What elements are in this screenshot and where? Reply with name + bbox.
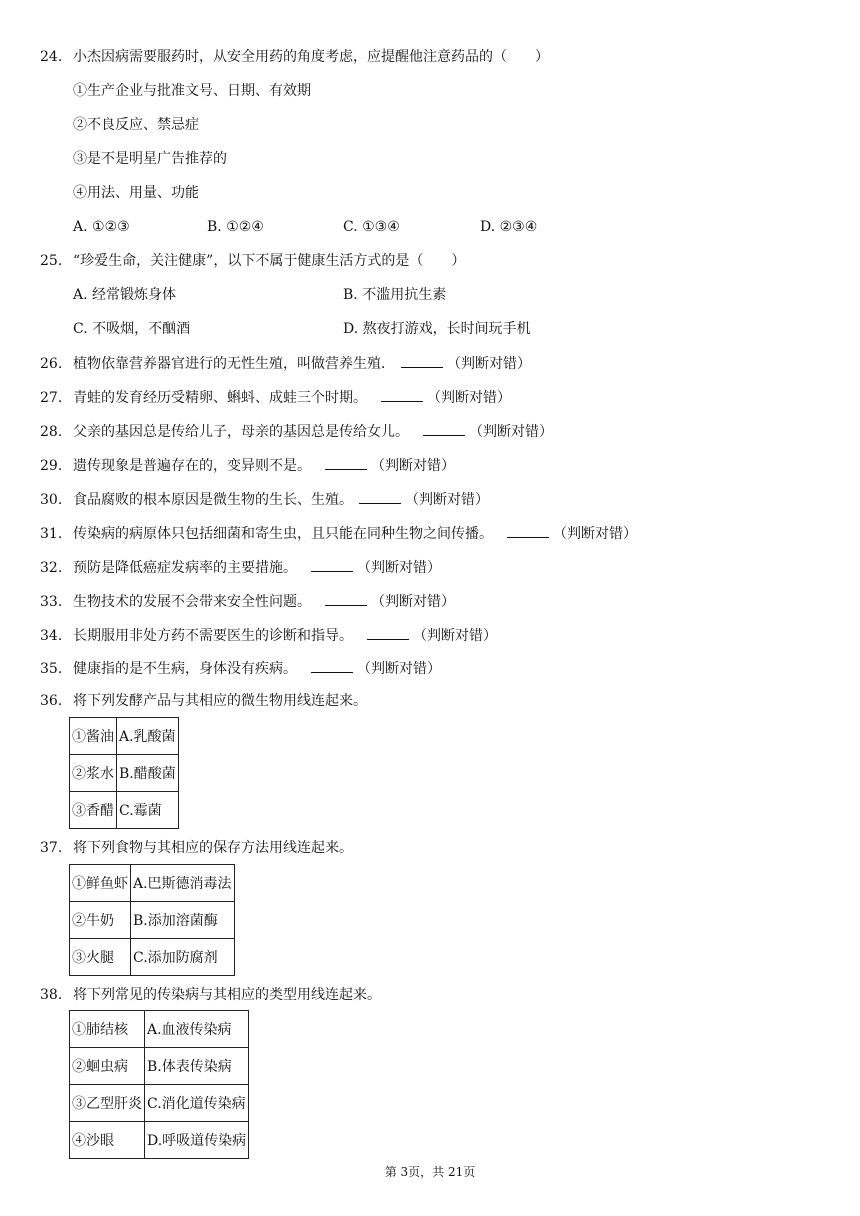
table-row [70, 718, 179, 755]
question-tail: （判断对错） [413, 628, 497, 644]
question-number: 35. [40, 661, 63, 677]
question-text: 预防是降低癌症发病率的主要措施。 [73, 560, 297, 576]
table-row [70, 939, 235, 976]
right-cell: B.添加溶菌酶 [131, 902, 235, 939]
question-stem: 小杰因病需要服药时，从安全用药的角度考虑，应提醒他注意药品的（ ） [73, 49, 549, 65]
table-row [70, 1122, 249, 1159]
table-row [70, 865, 235, 902]
right-cell: C.消化道传染病 [145, 1085, 249, 1122]
left-cell: ④沙眼 [70, 1122, 145, 1159]
right-cell: C.添加防腐剂 [131, 939, 235, 976]
table-row [70, 1048, 249, 1085]
question-tail: （判断对错） [357, 661, 441, 677]
left-cell: ②浆水 [70, 755, 117, 792]
judge-question [40, 489, 489, 510]
left-cell: ③乙型肝炎 [70, 1085, 145, 1122]
answer-blank [325, 591, 367, 606]
question-25 [40, 251, 465, 271]
question-number: 29. [40, 458, 63, 474]
question-tail: （判断对错） [469, 424, 553, 440]
right-cell: A.血液传染病 [145, 1011, 249, 1048]
question-text: 植物依靠营养器官进行的无性生殖，叫做营养生殖． [73, 356, 395, 372]
answer-blank [311, 658, 353, 673]
question-text: 遗传现象是普遍存在的，变异则不是。 [73, 458, 311, 474]
question-stem: 将下列食物与其相应的保存方法用线连起来。 [73, 840, 353, 856]
matching-table [69, 1010, 249, 1159]
left-cell: ①酱油 [70, 718, 117, 755]
question-24 [40, 47, 549, 67]
matching-table [69, 717, 179, 829]
question-stem: 将下列发酵产品与其相应的微生物用线连起来。 [73, 693, 367, 709]
table-row [70, 755, 179, 792]
question-36 [40, 691, 367, 711]
left-cell: ③香醋 [70, 792, 117, 829]
question-38 [40, 985, 381, 1005]
question-tail: （判断对错） [371, 458, 455, 474]
matching-table [69, 864, 235, 976]
question-stem: “珍爱生命，关注健康”，以下不属于健康生活方式的是（ ） [73, 253, 466, 269]
judge-question [40, 591, 455, 612]
question-tail: （判断对错） [405, 492, 489, 508]
question-number: 33. [40, 594, 63, 610]
right-cell: C.霉菌 [117, 792, 179, 829]
question-text: 父亲的基因总是传给儿子，母亲的基因总是传给女儿。 [73, 424, 409, 440]
choice-d: D. ②③④ [480, 219, 538, 235]
question-text: 传染病的病原体只包括细菌和寄生虫，且只能在同种生物之间传播。 [73, 526, 493, 542]
question-number: 28. [40, 424, 63, 440]
judge-question [40, 658, 441, 679]
question-text: 生物技术的发展不会带来安全性问题。 [73, 594, 311, 610]
left-cell: ①肺结核 [70, 1011, 145, 1048]
page-footer: 第 3页，共 21页 [384, 1165, 476, 1179]
right-cell: A.乳酸菌 [117, 718, 179, 755]
question-tail: （判断对错） [371, 594, 455, 610]
right-cell: D.呼吸道传染病 [145, 1122, 249, 1159]
answer-blank [423, 421, 465, 436]
question-number: 30. [40, 492, 63, 508]
judge-question [40, 557, 441, 578]
left-cell: ③火腿 [70, 939, 131, 976]
judge-question [40, 421, 553, 442]
table-row [70, 1011, 249, 1048]
judge-question [40, 387, 511, 408]
question-text: 健康指的是不生病，身体没有疾病。 [73, 661, 297, 677]
answer-blank [401, 353, 443, 368]
choice-a: A. ①②③ [73, 219, 130, 235]
question-text: 食品腐败的根本原因是微生物的生长、生殖。 [73, 492, 353, 508]
statement-item: ①生产企业与批准文号、日期、有效期 [73, 83, 311, 99]
question-stem: 将下列常见的传染病与其相应的类型用线连起来。 [73, 987, 381, 1003]
table-row [70, 902, 235, 939]
left-cell: ②蛔虫病 [70, 1048, 145, 1085]
question-tail: （判断对错） [553, 526, 637, 542]
statement-item: ③是不是明星广告推荐的 [73, 151, 227, 167]
question-number: 27. [40, 390, 63, 406]
judge-question [40, 523, 637, 544]
question-number: 32. [40, 560, 63, 576]
answer-blank [507, 523, 549, 538]
left-cell: ①鲜鱼虾 [70, 865, 131, 902]
question-text: 青蛙的发育经历受精卵、蝌蚪、成蛙三个时期。 [73, 390, 367, 406]
left-cell: ②牛奶 [70, 902, 131, 939]
right-cell: B.体表传染病 [145, 1048, 249, 1085]
table-row [70, 1085, 249, 1122]
judge-question [40, 455, 455, 476]
answer-blank [359, 489, 401, 504]
question-number: 36. [40, 693, 63, 709]
question-tail: （判断对错） [357, 560, 441, 576]
question-tail: （判断对错） [427, 390, 511, 406]
question-number: 31. [40, 526, 63, 542]
statement-item: ④用法、用量、功能 [73, 185, 199, 201]
choice-a: A. 经常锻炼身体 [73, 287, 177, 303]
question-number: 34. [40, 628, 63, 644]
question-number: 25. [40, 253, 63, 269]
right-cell: A.巴斯德消毒法 [131, 865, 235, 902]
question-number: 37. [40, 840, 63, 856]
statement-item: ②不良反应、禁忌症 [73, 117, 199, 133]
answer-blank [325, 455, 367, 470]
judge-question [40, 625, 497, 646]
choice-d: D. 熬夜打游戏，长时间玩手机 [343, 321, 531, 337]
question-number: 24. [40, 49, 63, 65]
answer-blank [381, 387, 423, 402]
table-row [70, 792, 179, 829]
question-text: 长期服用非处方药不需要医生的诊断和指导。 [73, 628, 353, 644]
choice-b: B. ①②④ [207, 219, 264, 235]
answer-blank [311, 557, 353, 572]
question-tail: （判断对错） [447, 356, 531, 372]
question-number: 26. [40, 356, 63, 372]
question-number: 38. [40, 987, 63, 1003]
choice-c: C. ①③④ [343, 219, 400, 235]
right-cell: B.醋酸菌 [117, 755, 179, 792]
question-37 [40, 838, 353, 858]
choice-b: B. 不滥用抗生素 [343, 287, 447, 303]
choice-c: C. 不吸烟，不酗酒 [73, 321, 191, 337]
judge-question [40, 353, 531, 374]
answer-blank [367, 625, 409, 640]
